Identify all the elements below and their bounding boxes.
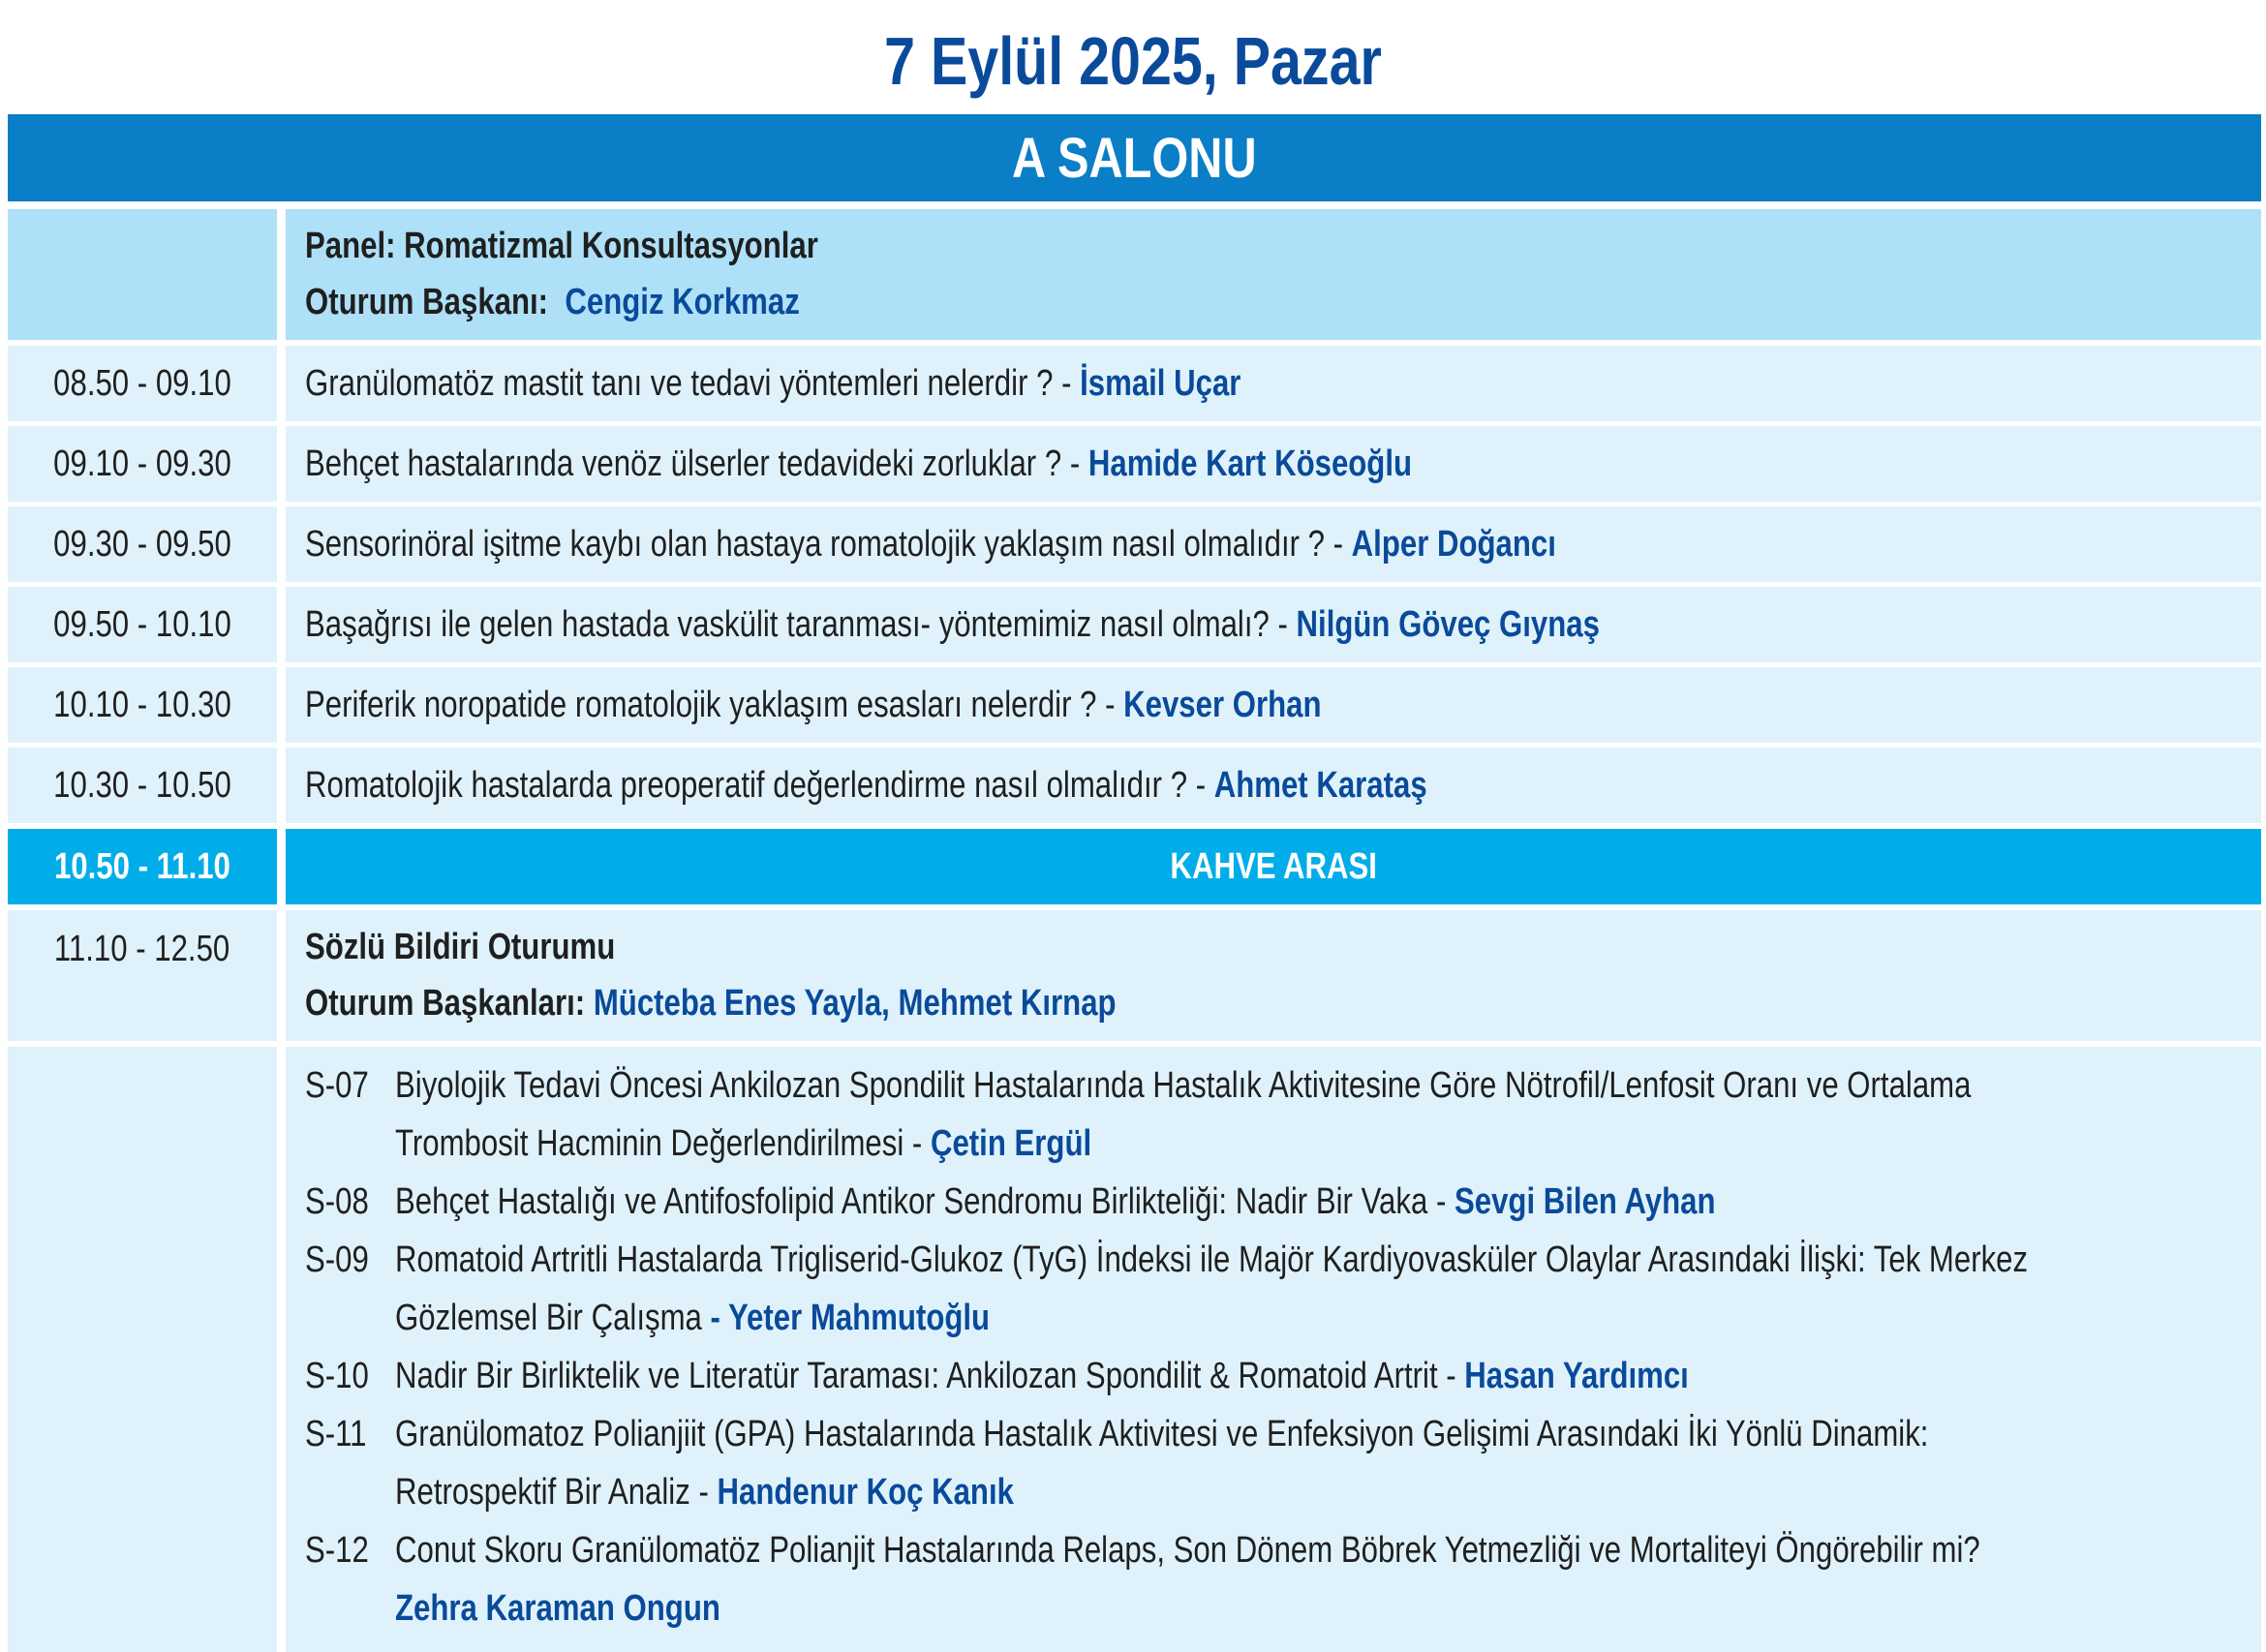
hall-header bbox=[8, 114, 2261, 201]
talk-topic: Granülomatöz mastit tanı ve tedavi yöntemleri nelerdir ? - bbox=[305, 363, 1072, 404]
oral-title-line bbox=[305, 918, 2242, 976]
panel-title: Panel: Romatizmal Konsultasyonlar bbox=[305, 226, 818, 266]
abstract-title: Nadir Bir Birliktelik ve Literatür Taraması: Ankilozan Spondilit & Romatoid Artrit - bbox=[395, 1356, 1456, 1396]
talk-topic: Başağrısı ile gelen hastada vaskülit taranması- yöntemimiz nasıl olmalı? - bbox=[305, 604, 1288, 645]
panel-chair-name: Cengiz Korkmaz bbox=[565, 282, 800, 322]
abstract-title-line2: Gözlemsel Bir Çalışma bbox=[395, 1298, 702, 1338]
talk-row bbox=[286, 587, 2261, 662]
abstract-speaker: Handenur Koç Kanık bbox=[717, 1472, 1014, 1513]
talk-topic: Romatolojik hastalarda preoperatif değerlendirme nasıl olmalıdır ? - bbox=[305, 765, 1207, 806]
abstract-code: S-12 bbox=[305, 1530, 369, 1571]
talk-time-cell bbox=[8, 748, 277, 823]
break-label: KAHVE ARASI bbox=[1170, 846, 1377, 887]
abstract-code: S-08 bbox=[305, 1181, 369, 1222]
abstract-title-line1: Romatoid Artritli Hastalarda Trigliserid-Glukoz (TyG) İndeksi ile Majör Kardiyovasküler Olaylar Arasındaki İlişki: Tek Merkez bbox=[395, 1239, 2029, 1280]
oral-title: Sözlü Bildiri Oturumu bbox=[305, 927, 616, 967]
panel-chair-line bbox=[305, 273, 2242, 331]
talk-time-cell bbox=[8, 587, 277, 662]
talk-speaker: Kevser Orhan bbox=[1123, 685, 1322, 725]
talk-time-cell bbox=[8, 667, 277, 743]
talk-row bbox=[286, 426, 2261, 502]
talk-time: 08.50 - 09.10 bbox=[53, 363, 231, 404]
oral-chairs-line bbox=[305, 974, 2242, 1032]
abstract-title-line1: Granülomatoz Polianjiit (GPA) Hastalarında Hastalık Aktivitesi ve Enfeksiyon Gelişimi Arasındaki İki Yönlü Dinamik: bbox=[395, 1414, 1929, 1454]
abstract-speaker: Zehra Karaman Ongun bbox=[395, 1588, 720, 1629]
panel-chair-label: Oturum Başkanı: bbox=[305, 282, 549, 322]
talk-topic: Sensorinöral işitme kaybı olan hastaya romatolojik yaklaşım nasıl olmalıdır ? - bbox=[305, 524, 1344, 565]
abstract-code: S-07 bbox=[305, 1065, 369, 1106]
talk-speaker: Hamide Kart Köseoğlu bbox=[1087, 444, 1413, 484]
abstract-speaker: - Yeter Mahmutoğlu bbox=[710, 1298, 991, 1338]
talk-speaker: Alper Doğancı bbox=[1351, 524, 1556, 565]
abstract-speaker: Çetin Ergül bbox=[930, 1123, 1092, 1164]
talk-time: 10.30 - 10.50 bbox=[53, 765, 231, 806]
abstract-code: S-11 bbox=[305, 1414, 367, 1454]
talk-time-cell bbox=[8, 506, 277, 582]
talk-speaker: İsmail Uçar bbox=[1080, 363, 1241, 404]
oral-chairs-label: Oturum Başkanları: bbox=[305, 983, 586, 1024]
talk-topic: Behçet hastalarında venöz ülserler tedavideki zorluklar ? - bbox=[305, 444, 1081, 484]
abstracts-cell bbox=[286, 1047, 2261, 1652]
abstract-title: Behçet Hastalığı ve Antifosfolipid Antikor Sendromu Birlikteliği: Nadir Bir Vaka - bbox=[395, 1181, 1447, 1222]
panel-time-cell bbox=[8, 209, 277, 340]
talk-row bbox=[286, 667, 2261, 743]
panel-header-cell bbox=[286, 209, 2261, 340]
oral-chairs-names: Mücteba Enes Yayla, Mehmet Kırnap bbox=[593, 983, 1117, 1024]
talk-time-cell bbox=[8, 426, 277, 502]
talk-speaker: Nilgün Göveç Gıynaş bbox=[1296, 604, 1600, 645]
talk-time: 09.10 - 09.30 bbox=[53, 444, 231, 484]
page-title: 7 Eylül 2025, Pazar bbox=[884, 23, 1382, 99]
oral-time-cell bbox=[8, 910, 277, 1041]
oral-header-cell bbox=[286, 910, 2261, 1041]
oral-time: 11.10 - 12.50 bbox=[54, 929, 230, 969]
talk-row bbox=[286, 346, 2261, 421]
talk-time: 09.30 - 09.50 bbox=[53, 524, 231, 565]
abstract-code: S-09 bbox=[305, 1239, 369, 1280]
abstract-code: S-10 bbox=[305, 1356, 369, 1396]
abstract-speaker: Sevgi Bilen Ayhan bbox=[1454, 1181, 1716, 1222]
abstract-title-line1: Biyolojik Tedavi Öncesi Ankilozan Spondilit Hastalarında Hastalık Aktivitesine Göre Nötrofil/Lenfosit Oranı ve Ortalama bbox=[395, 1065, 1972, 1106]
panel-title-line bbox=[305, 217, 2242, 275]
talk-topic: Periferik noropatide romatolojik yaklaşım esasları nelerdir ? - bbox=[305, 685, 1116, 725]
break-time-cell bbox=[8, 829, 277, 904]
talk-time-cell bbox=[8, 346, 277, 421]
hall-name: A SALONU bbox=[1012, 126, 1257, 190]
abstracts-time-cell bbox=[8, 1047, 277, 1652]
break-time: 10.50 - 11.10 bbox=[54, 846, 230, 887]
abstract-title-line2: Trombosit Hacminin Değerlendirilmesi - bbox=[395, 1123, 923, 1164]
talk-time: 10.10 - 10.30 bbox=[53, 685, 231, 725]
abstract-title-line2: Retrospektif Bir Analiz - bbox=[395, 1472, 709, 1513]
abstract-title: Conut Skoru Granülomatöz Polianjit Hastalarında Relaps, Son Dönem Böbrek Yetmezliği ve Mortaliteyi Öngörebilir mi? bbox=[395, 1530, 1980, 1571]
talk-time: 09.50 - 10.10 bbox=[53, 604, 231, 645]
talk-speaker: Ahmet Karataş bbox=[1213, 765, 1427, 806]
talk-row bbox=[286, 506, 2261, 582]
abstract-speaker: Hasan Yardımcı bbox=[1464, 1356, 1689, 1396]
break-cell bbox=[286, 829, 2261, 904]
talk-row bbox=[286, 748, 2261, 823]
